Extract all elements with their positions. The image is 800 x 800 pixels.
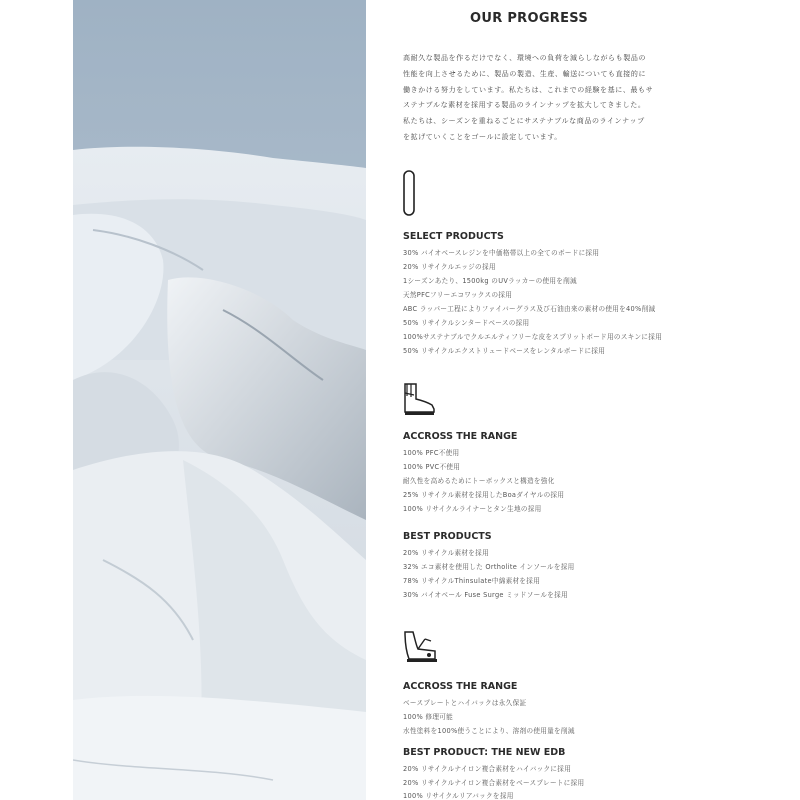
list-item: ベースプレートとハイバックは永久保証 [403, 699, 527, 707]
boot-icon [401, 381, 437, 421]
section-title-select-products: SELECT PRODUCTS [403, 231, 504, 242]
list-item: ABC ラッパー工程によりファイバーグラス及び石油由来の素材の使用を40%削減 [403, 305, 656, 313]
intro-paragraph [403, 51, 673, 146]
list-item: 水性塗料を100%使うことにより、溶剤の使用量を削減 [403, 727, 575, 735]
section-title-across-range-2: ACCROSS THE RANGE [403, 681, 518, 692]
snow-photo [73, 0, 366, 800]
list-item: 100% 修理可能 [403, 713, 454, 721]
intro-line: ステナブルな素材を採用する製品のラインナップを拡大してきました。 [403, 101, 646, 110]
list-item: 50% リサイクルシンタードベースの採用 [403, 319, 530, 327]
section-title-across-range: ACCROSS THE RANGE [403, 431, 518, 442]
list-item: 50% リサイクルエクストリュードベースをレンタルボードに採用 [403, 347, 606, 355]
intro-line: 働きかける努力をしています。私たちは、これまでの経験を基に、最もサ [403, 85, 654, 94]
list-item: 30% バイオベースレジンを中価格帯以上の全てのボードに採用 [403, 249, 600, 257]
section-title-best-product-edb: BEST PRODUCT: THE NEW EDB [403, 747, 566, 758]
section-title-best-products: BEST PRODUCTS [403, 531, 492, 542]
intro-line: を拡げていくことをゴールに設定しています。 [403, 132, 562, 141]
list-item: 100%サステナブルでクルエルティフリーな皮をスプリットボード用のスキンに採用 [403, 333, 663, 341]
list-item: 20% リサイクルナイロン複合素材をベースプレートに採用 [403, 779, 585, 787]
list-item: 30% バイオベール Fuse Surge ミッドソールを採用 [403, 591, 568, 599]
page-title: OUR PROGRESS [470, 11, 589, 26]
list-item: 78% リサイクルThinsulate中綿素材を採用 [403, 577, 541, 585]
list-item: 耐久性を高めるためにトーボックスと構造を強化 [403, 477, 555, 485]
list-item: 天然PFCフリーエコワックスの採用 [403, 291, 513, 299]
intro-line: 性能を向上させるために、製品の製造、生産、輸送についても直接的に [403, 69, 647, 78]
list-item: 100% リサイクルライナーとタン生地の採用 [403, 505, 542, 513]
intro-line: 高耐久な製品を作るだけでなく、環境への負荷を減らしながらも製品の [403, 54, 647, 62]
list-item: 20% リサイクル素材を採用 [403, 549, 489, 557]
list-item: 100% PVC不使用 [403, 463, 461, 471]
snowboard-icon [401, 170, 417, 220]
list-item: 100% リサイクルリアバックを採用 [403, 792, 514, 800]
list-item: 25% リサイクル素材を採用したBoaダイヤルの採用 [403, 491, 565, 499]
list-item: 100% PFC不使用 [403, 449, 460, 457]
list-item: 1シーズンあたり、1500kg のUVラッカーの使用を削減 [403, 277, 577, 285]
list-item: 20% リサイクルナイロン複合素材をハイバックに採用 [403, 765, 572, 773]
list-item: 32% エコ素材を使用した Ortholite インソールを採用 [403, 563, 575, 571]
binding-icon [401, 629, 441, 673]
list-item: 20% リサイクルエッジの採用 [403, 263, 496, 271]
intro-line: 私たちは、シーズンを重ねるごとにサステナブルな商品のラインナップ [403, 117, 645, 126]
